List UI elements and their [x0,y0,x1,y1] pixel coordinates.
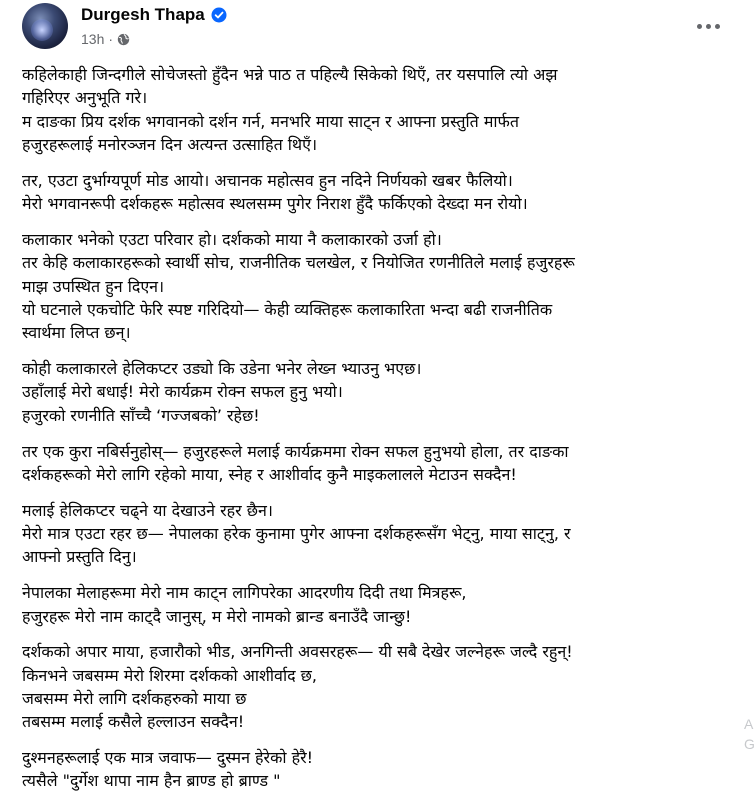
post-line: दर्शकको अपार माया, हजारौको भीड, अनगिन्ती अवसरहरू— यी सबै देखेर जल्नेहरू जल्दै रहुन्! [22,642,573,662]
post-meta [81,29,130,49]
post-paragraph [22,640,732,733]
post-line: स्वार्थमा लिप्त छन्। [22,323,131,343]
post-line: आफ्नो प्रस्तुति दिनु। [22,547,137,567]
more-options-icon[interactable] [692,14,724,38]
meta-separator: · [108,31,114,47]
post-time[interactable]: 13h [81,31,105,47]
post-paragraph [22,228,732,344]
post-text [22,63,732,805]
post-line: माझ उपस्थित हुन दिएन। [22,276,165,296]
post-line: तर एक कुरा नबिर्सनुहोस्— हजुरहरूले मलाई कार्यक्रममा रोक्न सफल हुनुभयो होला, तर दाङका [22,441,569,461]
post-line: दुश्मनहरूलाई एक मात्र जवाफ— दुस्मन हेरेको हेरै! [22,748,314,768]
side-fragment-a: A [744,716,754,732]
post-line: कोही कलाकारले हेलिकप्टर उड्यो कि उडेना भनेर लेख्न भ्याउनु भएछ। [22,359,422,379]
post-line: कलाकार भनेको एउटा परिवार हो। दर्शकको माया नै कलाकारको उर्जा हो। [22,229,442,249]
side-fragment-g: G [744,736,755,752]
post-line: हजुरको रणनीति साँच्चै ‘गज्जबको’ रहेछ! [22,405,260,425]
post-line: मेरो मात्र एउटा रहर छ— नेपालका हरेक कुनामा पुगेर आफ्ना दर्शकहरूसँग भेट्नु, माया साट्नु, र [22,524,571,544]
post-paragraph [22,169,732,216]
post-line: तर केहि कलाकारहरूको स्वार्थी सोच, राजनीतिक चलखेल, र नियोजित रणनीतिले मलाई हजुरहरू [22,253,575,273]
post-line: किनभने जबसम्म मेरो शिरमा दर्शकको आशीर्वाद छ, [22,665,317,685]
post-line: त्यसैले "दुर्गेश थापा नाम हैन ब्राण्ड हो ब्राण्ड " [22,771,281,791]
post-paragraph [22,746,732,793]
post-line: दर्शकहरूको मेरो लागि रहेको माया, स्नेह र आशीर्वाद कुनै माइकलालले मेटाउन सक्दैन! [22,464,517,484]
post-line: नेपालका मेलाहरूमा मेरो नाम काट्न लागिपरेका आदरणीय दिदी तथा मित्रहरू, [22,583,467,603]
author-row [81,4,227,26]
post-line: म दाङका प्रिय दर्शक भगवानको दर्शन गर्न, मनभरि माया साट्न र आफ्ना प्रस्तुति मार्फत [22,111,519,131]
post-line: कहिलेकाही जिन्दगीले सोचेजस्तो हुँदैन भन्ने पाठ त पहिल्यै सिकेको थिएँ, तर यसपालि त्यो अझ [22,65,558,84]
author-avatar[interactable] [22,3,68,49]
verified-badge-icon [211,7,227,23]
post-line: गहिरिएर अनुभूति गरे। [22,88,148,108]
post-line: हजुरहरू मेरो नाम काट्दै जानुस्, म मेरो नामको ब्रान्ड बनाउँदै जान्छु! [22,606,412,626]
post-line: तबसम्म मलाई कसैले हल्लाउन सक्दैन! [22,712,245,732]
post-line: यो घटनाले एकचोटि फेरि स्पष्ट गरिदियो— केही व्यक्तिहरू कलाकारिता भन्दा बढी राजनीतिक [22,299,553,319]
post-line: मेरो भगवानरूपी दर्शकहरू महोत्सव स्थलसम्म पुगेर निराश हुँदै फर्किएको देख्दा मन रोयो। [22,194,528,214]
globe-icon[interactable] [117,33,130,46]
post-line: उहाँलाई मेरो बधाई! मेरो कार्यक्रम रोक्न सफल हुनु भयो। [22,382,343,402]
post-paragraph [22,63,732,156]
post-header [0,0,755,60]
post-line: तर, एउटा दुर्भाग्यपूर्ण मोड आयो। अचानक महोत्सव हुन नदिने निर्णयको खबर फैलियो। [22,170,513,190]
post-line: हजुरहरूलाई मनोरञ्जन दिन अत्यन्त उत्साहित थिएँ। [22,134,318,154]
author-name[interactable]: Durgesh Thapa [81,5,205,24]
post-paragraph [22,357,732,427]
post-paragraph [22,581,732,628]
post-line: जबसम्म मेरो लागि दर्शकहरुको माया छ [22,688,247,708]
post-paragraph [22,440,732,487]
side-fragment [744,714,755,754]
post-paragraph [22,499,732,569]
post-line: मलाई हेलिकप्टर चढ्ने या देखाउने रहर छैन। [22,500,273,520]
